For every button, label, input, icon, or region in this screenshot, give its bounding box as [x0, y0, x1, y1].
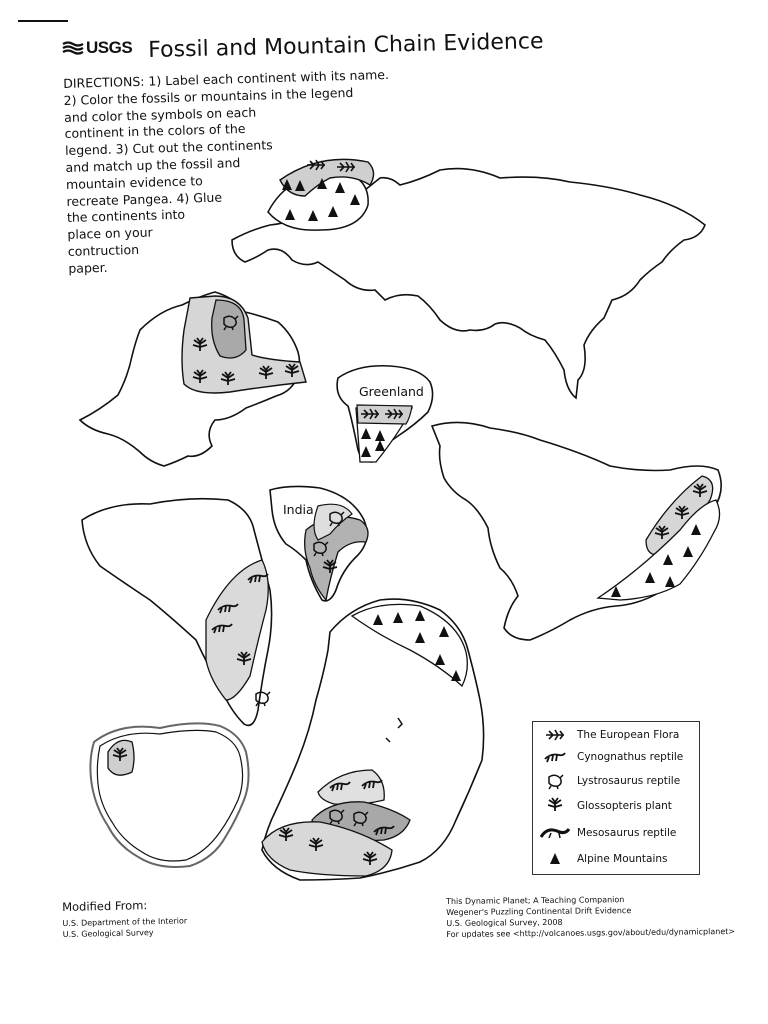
india-label: India	[283, 502, 314, 517]
legend-label: Lystrosaurus reptile	[577, 775, 681, 787]
footer-line: U.S. Geological Survey, 2008	[446, 917, 563, 928]
directions-line: 2) Color the fossils or mountains in the legend	[63, 84, 354, 108]
cynognathus-icon	[533, 749, 577, 765]
legend-label: Glossopteris plant	[577, 800, 672, 812]
footer-line: Wegener's Puzzling Continental Drift Evidence	[446, 906, 632, 917]
directions-line: contruction	[67, 241, 140, 259]
directions-line: and color the symbols on each	[63, 104, 257, 125]
footer-line: For updates see <http://volcanoes.usgs.gov/about/edu/dynamicplanet>	[446, 926, 736, 939]
page-title: Fossil and Mountain Chain Evidence	[148, 29, 544, 63]
southeast-mountain-band	[598, 500, 720, 600]
mountain-icon	[533, 852, 577, 866]
directions-line: DIRECTIONS: 1) Label each continent with its name.	[63, 66, 390, 91]
africa-mountain-band	[352, 604, 467, 686]
footer-credits-left	[62, 897, 187, 940]
directions-line: mountain evidence to	[65, 172, 203, 192]
madagascar-dot	[386, 738, 390, 742]
legend-item	[533, 848, 699, 870]
directions-line: legend. 3) Cut out the continents	[64, 137, 273, 159]
legend-item	[533, 724, 699, 746]
logo-text: USGS	[86, 38, 133, 57]
directions-line: place on your	[67, 224, 153, 243]
directions-line: paper.	[68, 259, 108, 276]
legend-label: Mesosaurus reptile	[577, 827, 677, 839]
legend-item	[533, 770, 699, 792]
glossopteris-icon	[533, 797, 577, 815]
lystrosaurus-icon	[533, 772, 577, 790]
greenland-label: Greenland	[359, 384, 424, 399]
legend-label: Alpine Mountains	[577, 853, 668, 865]
footer-line: U.S. Geological Survey	[62, 928, 154, 939]
fossil-legend	[532, 721, 700, 875]
directions-line: the continents into	[66, 207, 186, 226]
legend-label: Cynognathus reptile	[577, 751, 684, 763]
footer-line: This Dynamic Planet; A Teaching Companion	[446, 895, 625, 906]
legend-item	[533, 795, 699, 817]
footer-credits-right	[446, 893, 735, 940]
legend-label: The European Flora	[577, 729, 680, 741]
footer-line: U.S. Department of the Interior	[62, 916, 188, 928]
european-flora-icon	[533, 727, 577, 743]
directions-line: recreate Pangea. 4) Glue	[66, 189, 223, 209]
mesosaurus-icon	[533, 824, 577, 842]
directions-line: and match up the fossil and	[65, 155, 241, 175]
directions-line: continent in the colors of the	[64, 121, 246, 142]
africa-band-1	[318, 770, 384, 805]
lower-left-band	[108, 740, 134, 775]
legend-item	[533, 822, 699, 844]
madagascar-outline	[398, 718, 402, 728]
legend-item	[533, 746, 699, 768]
footer-heading: Modified From:	[62, 898, 148, 914]
